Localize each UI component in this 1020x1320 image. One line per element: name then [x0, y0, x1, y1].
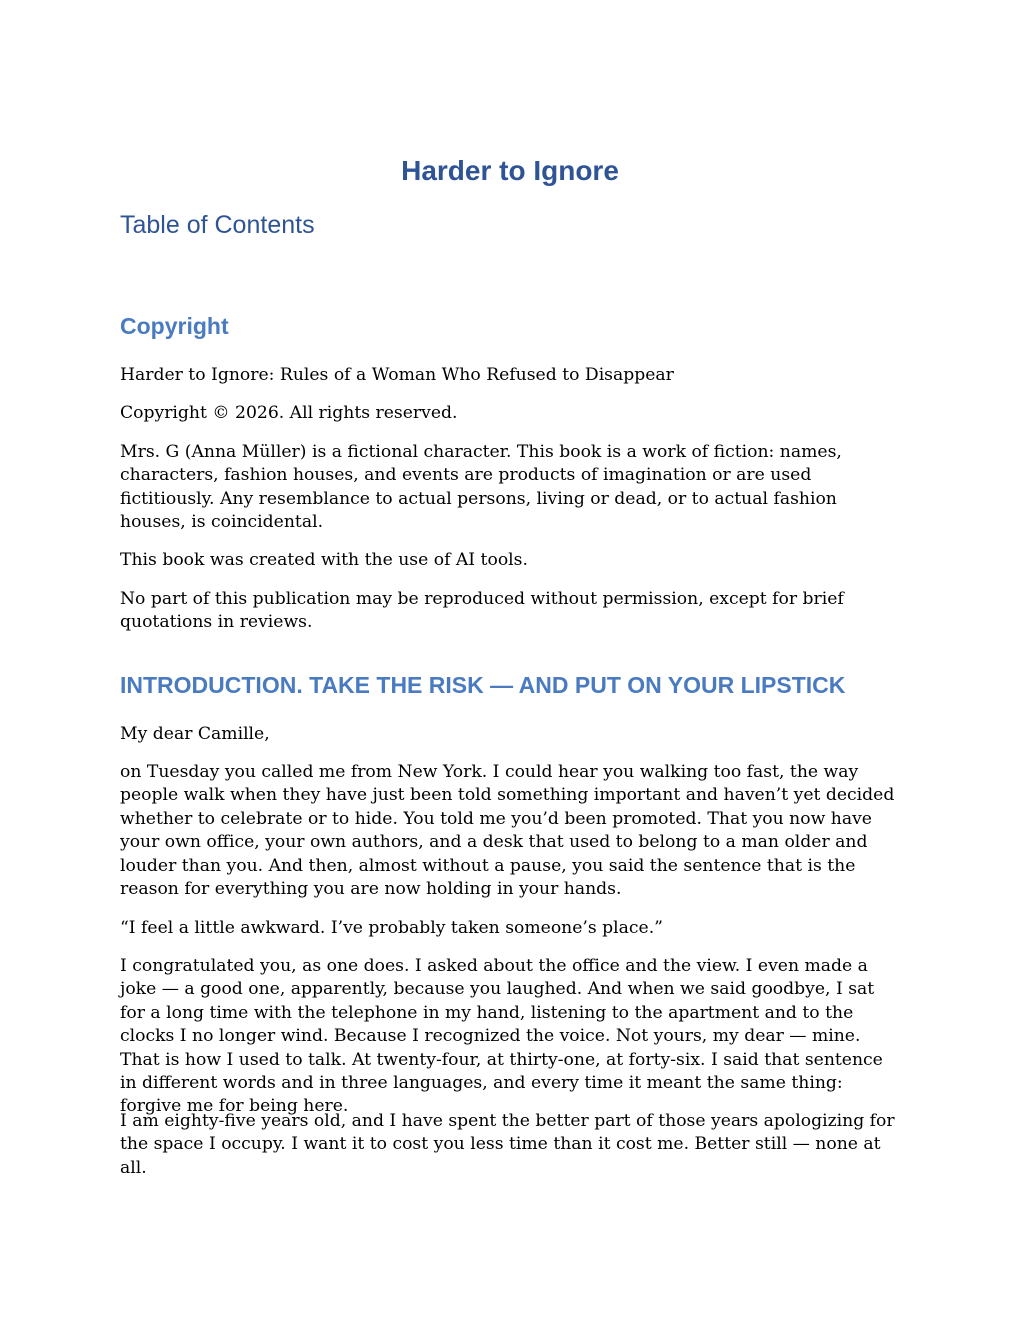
- copyright-paragraph: Copyright © 2026. All rights reserved.: [120, 403, 458, 423]
- introduction-paragraph: I congratulated you, as one does. I asked about the office and the view. I even made a joke — a good one, apparently, because you laughed. And when we said goodbye, I sat for a long time with the telephone in my hand, listening to the apartment and to the clocks I no longer wind. Because I recognized the voice. Not yours, my dear — mine. That is how I used to talk. At twenty-four, at thirty-one, at forty-six. I said that sentence in different words and in three languages, and every time it meant the same thing: forgive me for being here.: [120, 956, 883, 1117]
- introduction-paragraph: “I feel a little awkward. I’ve probably taken someone’s place.”: [120, 918, 663, 938]
- copyright-paragraph: No part of this publication may be reproduced without permission, except for brief quotations in reviews.: [120, 589, 844, 633]
- copyright-paragraph: This book was created with the use of AI tools.: [120, 550, 528, 570]
- copyright-heading: Copyright: [120, 313, 229, 339]
- introduction-paragraph: on Tuesday you called me from New York. I could hear you walking too fast, the way people walk when they have just been told something important and haven’t yet decided whether to celebrate or to hide. You told me you’d been promoted. That you now have your own office, your own authors, and a desk that used to belong to a man older and louder than you. And then, almost without a pause, you said the sentence that is the reason for everything you are now holding in your hands.: [120, 762, 895, 900]
- introduction-paragraph: My dear Camille,: [120, 724, 270, 744]
- copyright-paragraph: Mrs. G (Anna Müller) is a fictional character. This book is a work of fiction: names, characters, fashion houses, and events are products of imagination or are used fictitiously. Any resemblance to actual persons, living or dead, or to actual fashion houses, is coincidental.: [120, 442, 842, 533]
- toc-heading: Table of Contents: [120, 211, 315, 239]
- document-title: Harder to Ignore: [401, 155, 619, 186]
- copyright-paragraph: Harder to Ignore: Rules of a Woman Who Refused to Disappear: [120, 365, 674, 385]
- introduction-heading: INTRODUCTION. TAKE THE RISK — AND PUT ON YOUR LIPSTICK: [120, 672, 846, 698]
- introduction-paragraph: I am eighty-five years old, and I have spent the better part of those years apologizing for the space I occupy. I want it to cost you less time than it cost me. Better still — none at all.: [120, 1111, 895, 1178]
